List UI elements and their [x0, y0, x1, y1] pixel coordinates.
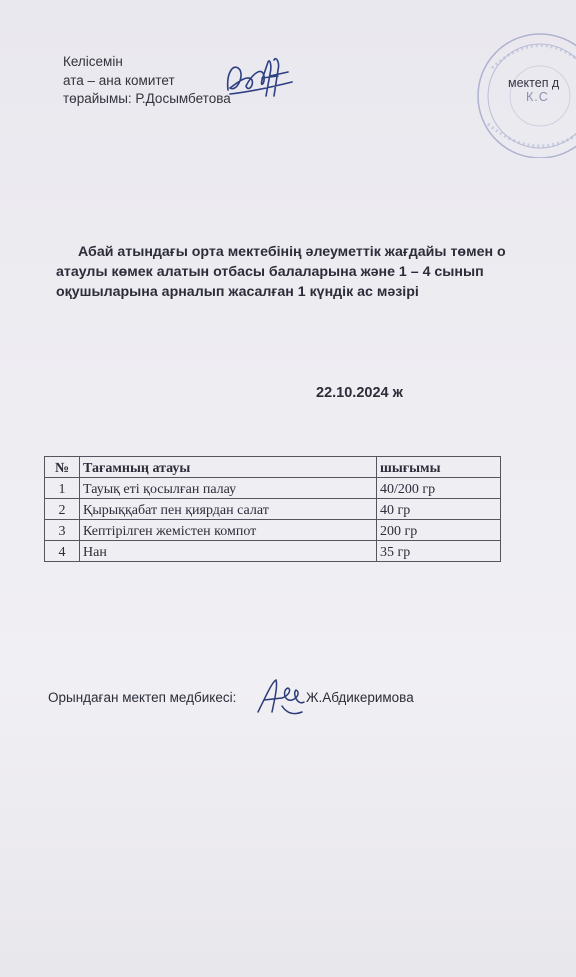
dish-portion: 40/200 гр: [377, 478, 501, 499]
stamp-text: [508, 76, 559, 104]
title-line-1: Абай атындағы орта мектебінің әлеуметтік жағдайы төмен о: [78, 244, 506, 260]
row-number: 1: [45, 478, 80, 499]
dish-portion: 200 гр: [377, 520, 501, 541]
table-header-row: [45, 457, 501, 478]
dish-name: Тауық еті қосылған палау: [80, 478, 377, 499]
nurse-label: Орындаған мектеп медбикесі:: [48, 690, 237, 705]
table-row: [45, 478, 501, 499]
row-number: 3: [45, 520, 80, 541]
header-dish-name: Тағамның атауы: [80, 457, 377, 478]
approval-line-chair: төрайымы: Р.Досымбетова: [63, 91, 231, 106]
menu-table: [44, 456, 501, 562]
nurse-signature-line: [48, 690, 414, 705]
stamp-text-line2: К.С: [526, 90, 549, 104]
header-portion: шығымы: [377, 457, 501, 478]
stamp-text-line1: мектеп д: [508, 76, 560, 90]
title-line-3: оқушыларына арналып жасалған 1 күндік ас мәзірі: [56, 284, 419, 300]
chair-signature: [218, 52, 298, 102]
table-row: [45, 541, 501, 562]
dish-portion: 35 гр: [377, 541, 501, 562]
dish-portion: 40 гр: [377, 499, 501, 520]
row-number: 2: [45, 499, 80, 520]
dish-name: Қырыққабат пен қиярдан салат: [80, 499, 377, 520]
approval-line-committee: ата – ана комитет: [63, 72, 175, 88]
nurse-signature: [252, 672, 310, 720]
row-number: 4: [45, 541, 80, 562]
header-number: №: [45, 457, 80, 478]
table-row: [45, 499, 501, 520]
table-row: [45, 520, 501, 541]
dish-name: Нан: [80, 541, 377, 562]
title-line-2: атаулы көмек алатын отбасы балаларына және 1 – 4 сынып: [56, 264, 484, 280]
document-title: [56, 242, 576, 302]
approval-block: [63, 53, 231, 109]
menu-date: 22.10.2024 ж: [316, 385, 403, 401]
dish-name: Кептірілген жемістен компот: [80, 520, 377, 541]
approval-line-agreed: Келісемін: [63, 54, 123, 69]
nurse-name: Ж.Абдикеримова: [306, 690, 414, 705]
